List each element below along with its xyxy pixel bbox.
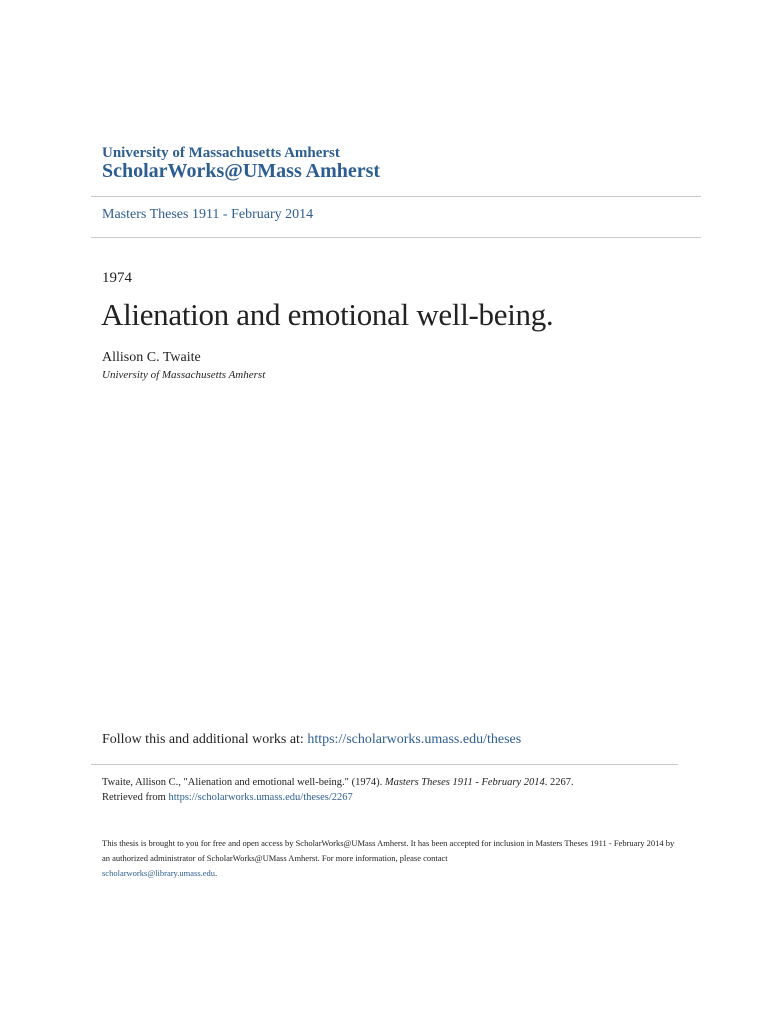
publication-year: 1974 (102, 270, 132, 286)
author-affiliation: University of Massachusetts Amherst (102, 369, 266, 381)
university-link[interactable]: University of Massachusetts Amherst (102, 145, 340, 161)
follow-label: Follow this and additional works at: (102, 732, 308, 747)
access-notice (102, 836, 682, 881)
notice-text: This thesis is brought to you for free and open access by ScholarWorks@UMass Amherst. It has been accepted for inclusion in Masters Theses 1911 - February 2014 by an authorized administrator of ScholarWorks@UMass Amherst. For more information, please contact (102, 838, 675, 863)
paper-title: Alienation and emotional well-being. (101, 297, 554, 332)
contact-email-link[interactable]: scholarworks@library.umass.edu (102, 868, 216, 878)
repository-link[interactable]: ScholarWorks@UMass Amherst (102, 160, 381, 182)
divider (91, 196, 701, 197)
follow-line (102, 732, 521, 748)
citation-number: . 2267. (544, 777, 574, 788)
divider (91, 764, 678, 765)
citation-block (102, 775, 702, 805)
retrieved-url-link[interactable]: https://scholarworks.umass.edu/theses/2267 (168, 792, 353, 803)
follow-url-link[interactable]: https://scholarworks.umass.edu/theses (307, 732, 522, 747)
collection-link[interactable]: Masters Theses 1911 - February 2014 (102, 207, 314, 222)
retrieved-label: Retrieved from (102, 792, 169, 803)
author-name: Allison C. Twaite (102, 350, 201, 365)
notice-end: . (215, 868, 218, 878)
divider (91, 237, 701, 238)
citation-series: Masters Theses 1911 - February 2014 (384, 777, 545, 788)
citation-text: Twaite, Allison C., "Alienation and emotional well-being." (1974). (102, 777, 385, 788)
